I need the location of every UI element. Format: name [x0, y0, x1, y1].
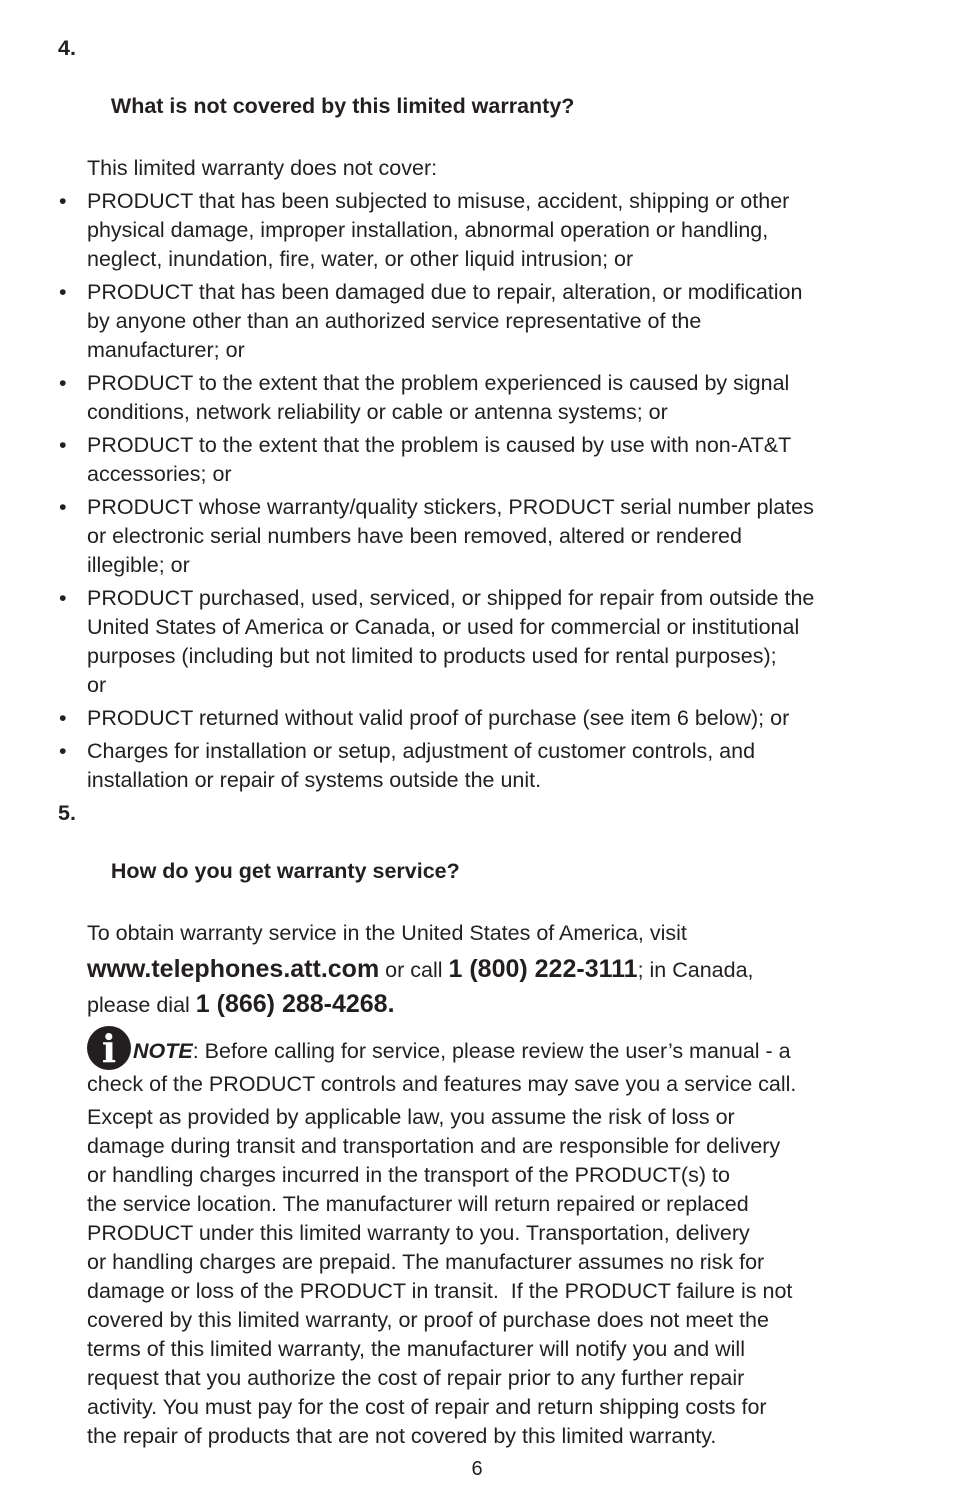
section-4-heading: [58, 34, 918, 150]
list-item: [58, 187, 918, 274]
website-link[interactable]: www.telephones.att.com: [87, 955, 380, 983]
bullet-icon: •: [59, 706, 67, 730]
us-phone: 1 (800) 222-3111: [448, 955, 638, 983]
section-5-intro: To obtain warranty service in the United States of America, visit: [87, 921, 687, 945]
bullet-icon: •: [59, 433, 67, 457]
list-item-text: PRODUCT to the extent that the problem experienced is caused by signal conditions, network reliability or cable or antenna systems; or: [87, 371, 790, 424]
note-label: NOTE: [133, 1039, 193, 1063]
list-item-text: PRODUCT that has been damaged due to repair, alteration, or modification by anyone other than an authorized service representative of the manufacturer; or: [87, 280, 803, 362]
list-item: [58, 493, 918, 580]
contact-line: [58, 952, 918, 1022]
list-item-text: PRODUCT that has been subjected to misuse, accident, shipping or other physical damage, improper installation, abnormal operation or handling, neglect, inundation, fire, water, or other liquid intrusion; or: [87, 189, 790, 271]
note: [58, 1026, 918, 1099]
heading-text: What is not covered by this limited warranty?: [110, 94, 575, 118]
heading-text: How do you get warranty service?: [110, 859, 460, 883]
page-number: 6: [471, 1458, 483, 1480]
list-item: [58, 278, 918, 365]
text: ; in Canada,: [637, 958, 754, 982]
list-item: [58, 737, 918, 795]
bullet-icon: •: [59, 586, 67, 610]
canada-phone: 1 (866) 288-4268.: [195, 990, 395, 1018]
section-number: 4.: [58, 36, 76, 60]
bullet-icon: •: [59, 495, 67, 519]
list-item: [58, 369, 918, 427]
list-item-text: PRODUCT to the extent that the problem is caused by use with non-AT&T accessories; or: [87, 433, 792, 486]
list-item-text: Charges for installation or setup, adjustment of customer controls, and installation or repair of systems outside the unit.: [87, 739, 756, 792]
text: or call: [379, 958, 449, 982]
section-4-intro: This limited warranty does not cover:: [87, 156, 438, 180]
shipping-terms-paragraph: Except as provided by applicable law, you assume the risk of loss or damage during transit and transportation and are responsible for delivery or handling charges incurred in the transport of the PRODUCT(s) to the service location. The manufacturer will return repaired or replaced PRODUCT under this limited warranty to you. Transportation, delivery or handling charges are prepaid. The manufacturer assumes no risk for damage or loss of the PRODUCT in transit. If the PRODUCT failure is not covered by this limited warranty, or proof of purchase does not meet the terms of this limited warranty, the manufacturer will notify you and will request that you authorize the cost of repair prior to any further repair activity. You must pay for the cost of repair and return shipping costs for the repair of products that are not covered by this limited warranty.: [87, 1105, 793, 1448]
list-item: [58, 431, 918, 489]
list-item-text: PRODUCT whose warranty/quality stickers, PRODUCT serial number plates or electronic serial numbers have been removed, altered or rendered illegible; or: [87, 495, 814, 577]
list-item: [58, 704, 918, 733]
exclusions-list: [58, 187, 918, 795]
bullet-icon: •: [59, 189, 67, 213]
section-5-heading: [58, 799, 918, 915]
list-item: [58, 584, 918, 700]
section-number: 5.: [58, 801, 76, 825]
bullet-icon: •: [59, 371, 67, 395]
bullet-icon: •: [59, 280, 67, 304]
list-item-text: PRODUCT returned without valid proof of purchase (see item 6 below); or: [87, 706, 790, 730]
text: please dial: [87, 993, 196, 1017]
bullet-icon: •: [59, 739, 67, 763]
list-item-text: PRODUCT purchased, used, serviced, or shipped for repair from outside the United States of America or Canada, or used for commercial or institutional purposes (including but not limited to products used for rental purposes); or: [87, 586, 815, 697]
document-page: [58, 0, 918, 1451]
info-icon: i: [87, 1026, 131, 1070]
note-text: : Before calling for service, please review the user’s manual - a check of the PRODUCT controls and features may save you a service call.: [87, 1039, 797, 1096]
